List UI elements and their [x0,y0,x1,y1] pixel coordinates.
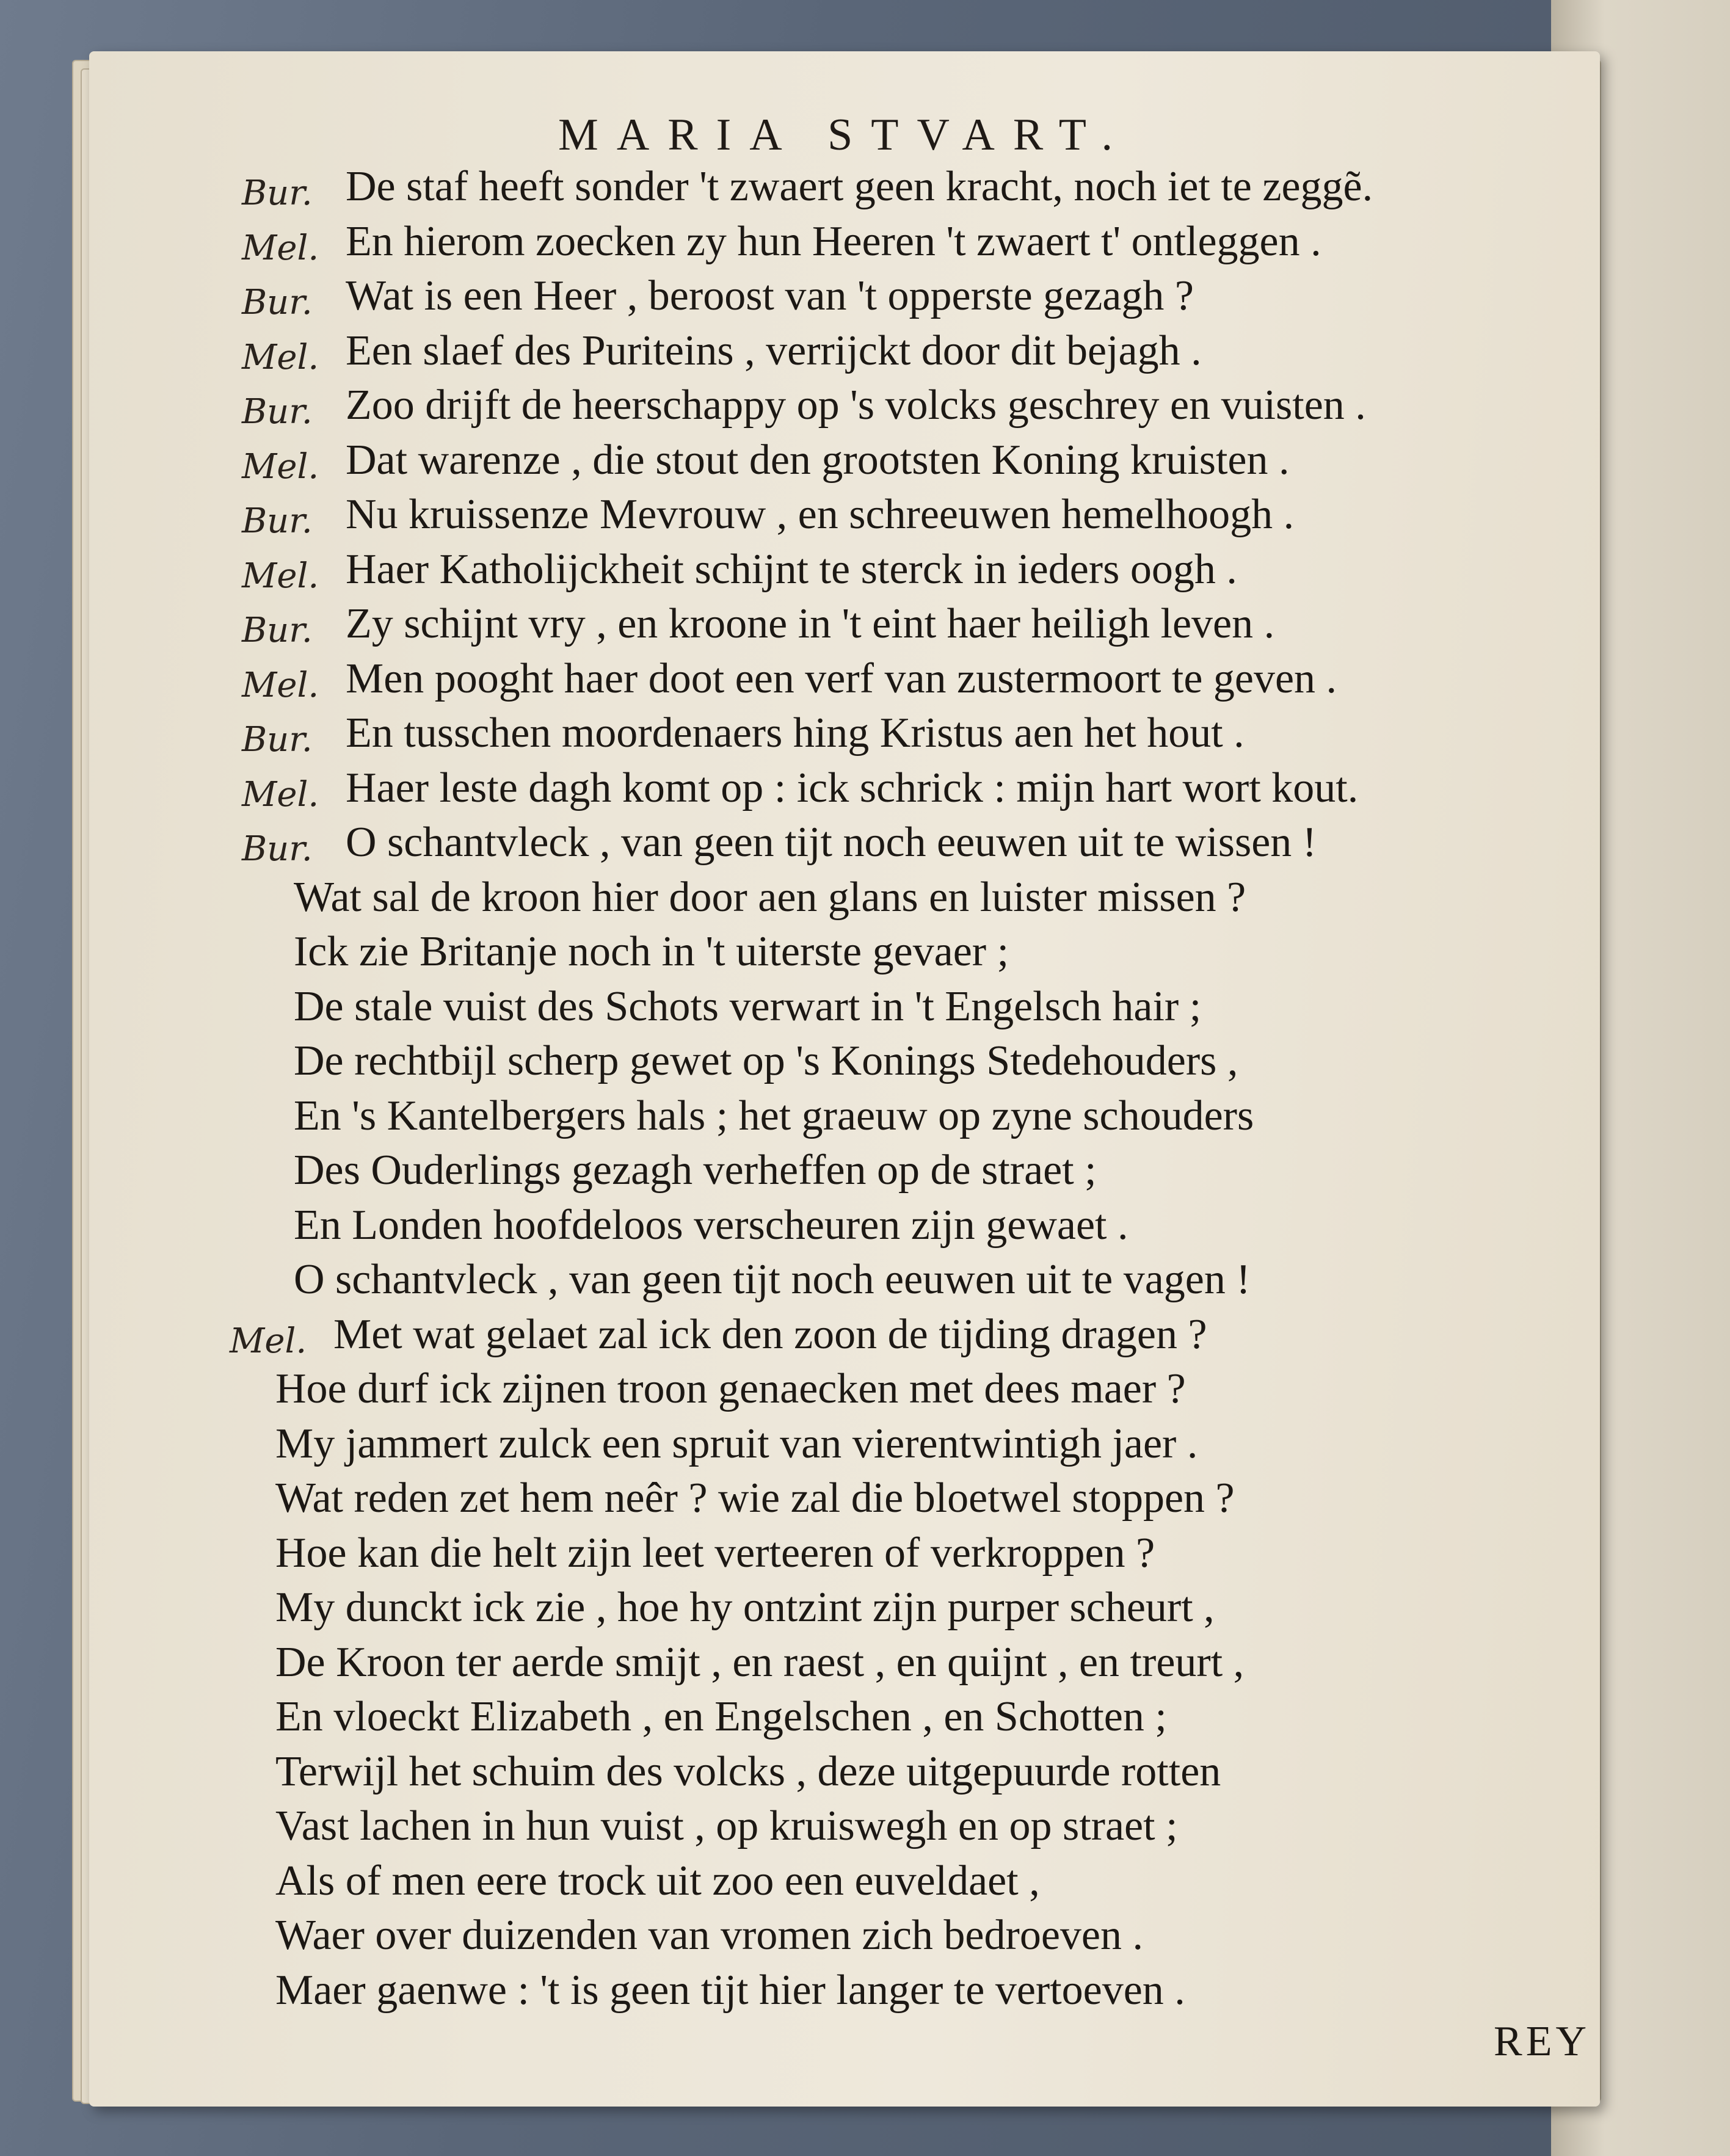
verse-line [89,1966,1600,2018]
verse-line [89,1638,1600,1690]
verse-block [89,51,1600,2107]
speaker-label: Bur. [242,611,313,650]
verse-text: Waer over duizenden van vromen zich bedroeven . [275,1912,1143,1959]
verse-text: Terwijl het schuim des volcks , deze uitgepuurde rotten [275,1748,1221,1795]
speaker-label: Mel. [242,228,319,268]
verse-text: Zy schijnt vry , en kroone in 't eint haer heiligh leven . [346,600,1275,647]
speaker-label: Bur. [242,173,313,213]
speaker-label: Bur. [242,720,313,760]
book-page [89,51,1600,2107]
verse-line [89,1255,1600,1307]
verse-text: En hierom zoecken zy hun Heeren 't zwaert t' ontleggen . [346,217,1321,265]
verse-text: En Londen hoofdeloos verscheuren zijn gewaet . [294,1201,1128,1249]
verse-text: Wat sal de kroon hier door aen glans en luister missen ? [294,873,1246,921]
verse-line [89,764,1600,816]
verse-line [89,1365,1600,1417]
verse-text: En tusschen moordenaers hing Kristus aen het hout . [346,710,1245,757]
verse-line [89,655,1600,706]
verse-text: Maer gaenwe : 't is geen tijt hier langer te vertoeven . [275,1966,1185,2014]
verse-line [89,1802,1600,1854]
verse-line [89,982,1600,1034]
speaker-label: Mel. [230,1321,307,1361]
speaker-label: Mel. [242,556,319,596]
verse-text: Ick zie Britanje noch in 't uiterste gevaer ; [294,928,1009,975]
verse-text: Zoo drijft de heerschappy op 's volcks geschrey en vuisten . [346,382,1366,429]
verse-text: De stale vuist des Schots verwart in 't Engelsch hair ; [294,982,1202,1030]
verse-line [89,1146,1600,1198]
verse-text: Wat is een Heer , beroost van 't opperste gezagh ? [346,272,1194,319]
verse-text: En 's Kantelbergers hals ; het graeuw op zyne schouders [294,1092,1254,1139]
speaker-label: Bur. [242,283,313,322]
verse-text: Dat warenze , die stout den grootsten Koning kruisten . [346,436,1290,484]
verse-text: Met wat gelaet zal ick den zoon de tijding dragen ? [333,1310,1207,1358]
verse-line [89,490,1600,542]
verse-line [89,1474,1600,1526]
verse-text: Vast lachen in hun vuist , op kruiswegh en op straet ; [275,1802,1178,1849]
verse-line [89,381,1600,433]
speaker-label: Mel. [242,665,319,705]
verse-line [89,545,1600,597]
verse-line [89,1911,1600,1963]
verse-line [89,436,1600,488]
verse-line [89,927,1600,979]
verse-text: Hoe durf ick zijnen troon genaecken met dees maer ? [275,1365,1186,1412]
speaker-label: Bur. [242,392,313,432]
verse-line [89,818,1600,870]
speaker-label: Mel. [242,337,319,377]
verse-text: O schantvleck , van geen tijt noch eeuwen uit te vagen ! [294,1256,1251,1303]
verse-text: En vloeckt Elizabeth , en Engelschen , en Schotten ; [275,1693,1167,1740]
speaker-label: Mel. [242,774,319,815]
verse-text: Nu kruissenze Mevrouw , en schreeuwen hemelhoogh . [346,491,1295,538]
verse-text: Des Ouderlings gezagh verheffen op de straet ; [294,1147,1097,1194]
verse-text: My dunckt ick zie , hoe hy ontzint zijn purper scheurt , [275,1584,1215,1631]
verse-line [89,1748,1600,1799]
verse-text: My jammert zulck een spruit van vierentwintigh jaer . [275,1420,1198,1467]
verse-line [89,217,1600,269]
verse-text: O schantvleck , van geen tijt noch eeuwen uit te wissen ! [346,819,1317,866]
verse-line [89,1201,1600,1253]
verse-line [89,709,1600,761]
verse-line [89,162,1600,214]
verse-text: Wat reden zet hem neêr ? wie zal die bloetwel stoppen ? [275,1475,1235,1522]
verse-text: Haer leste dagh komt op : ick schrick : mijn hart wort kout. [346,764,1359,811]
verse-text: Men pooght haer doot een verf van zustermoort te geven . [346,655,1337,702]
verse-line [89,327,1600,379]
verse-line [89,272,1600,324]
verse-line [89,1857,1600,1909]
verse-text: De rechtbijl scherp gewet op 's Konings Stedehouders , [294,1037,1238,1084]
verse-text: De staf heeft sonder 't zwaert geen kracht, noch iet te zeggẽ. [346,163,1373,210]
verse-line [89,1583,1600,1635]
speaker-label: Bur. [242,501,313,541]
running-head: MARIA STVART. [558,110,1131,160]
verse-line [89,873,1600,925]
verse-line [89,600,1600,652]
verse-text: Hoe kan die helt zijn leet verteeren of verkroppen ? [275,1529,1155,1577]
verse-line [89,1092,1600,1144]
verse-line [89,1693,1600,1744]
verse-text: Een slaef des Puriteins , verrijckt door dit bejagh . [346,327,1202,374]
verse-line [89,1529,1600,1581]
verse-line [89,1420,1600,1472]
catchword: REY [1494,2018,1590,2065]
verse-text: De Kroon ter aerde smijt , en raest , en quijnt , en treurt , [275,1638,1245,1686]
speaker-label: Bur. [242,829,313,869]
verse-text: Als of men eere trock uit zoo een euveldaet , [275,1857,1040,1904]
verse-line [89,1037,1600,1089]
speaker-label: Mel. [242,446,319,487]
verse-text: Haer Katholijckheit schijnt te sterck in ieders oogh . [346,545,1237,593]
verse-line [89,1310,1600,1362]
